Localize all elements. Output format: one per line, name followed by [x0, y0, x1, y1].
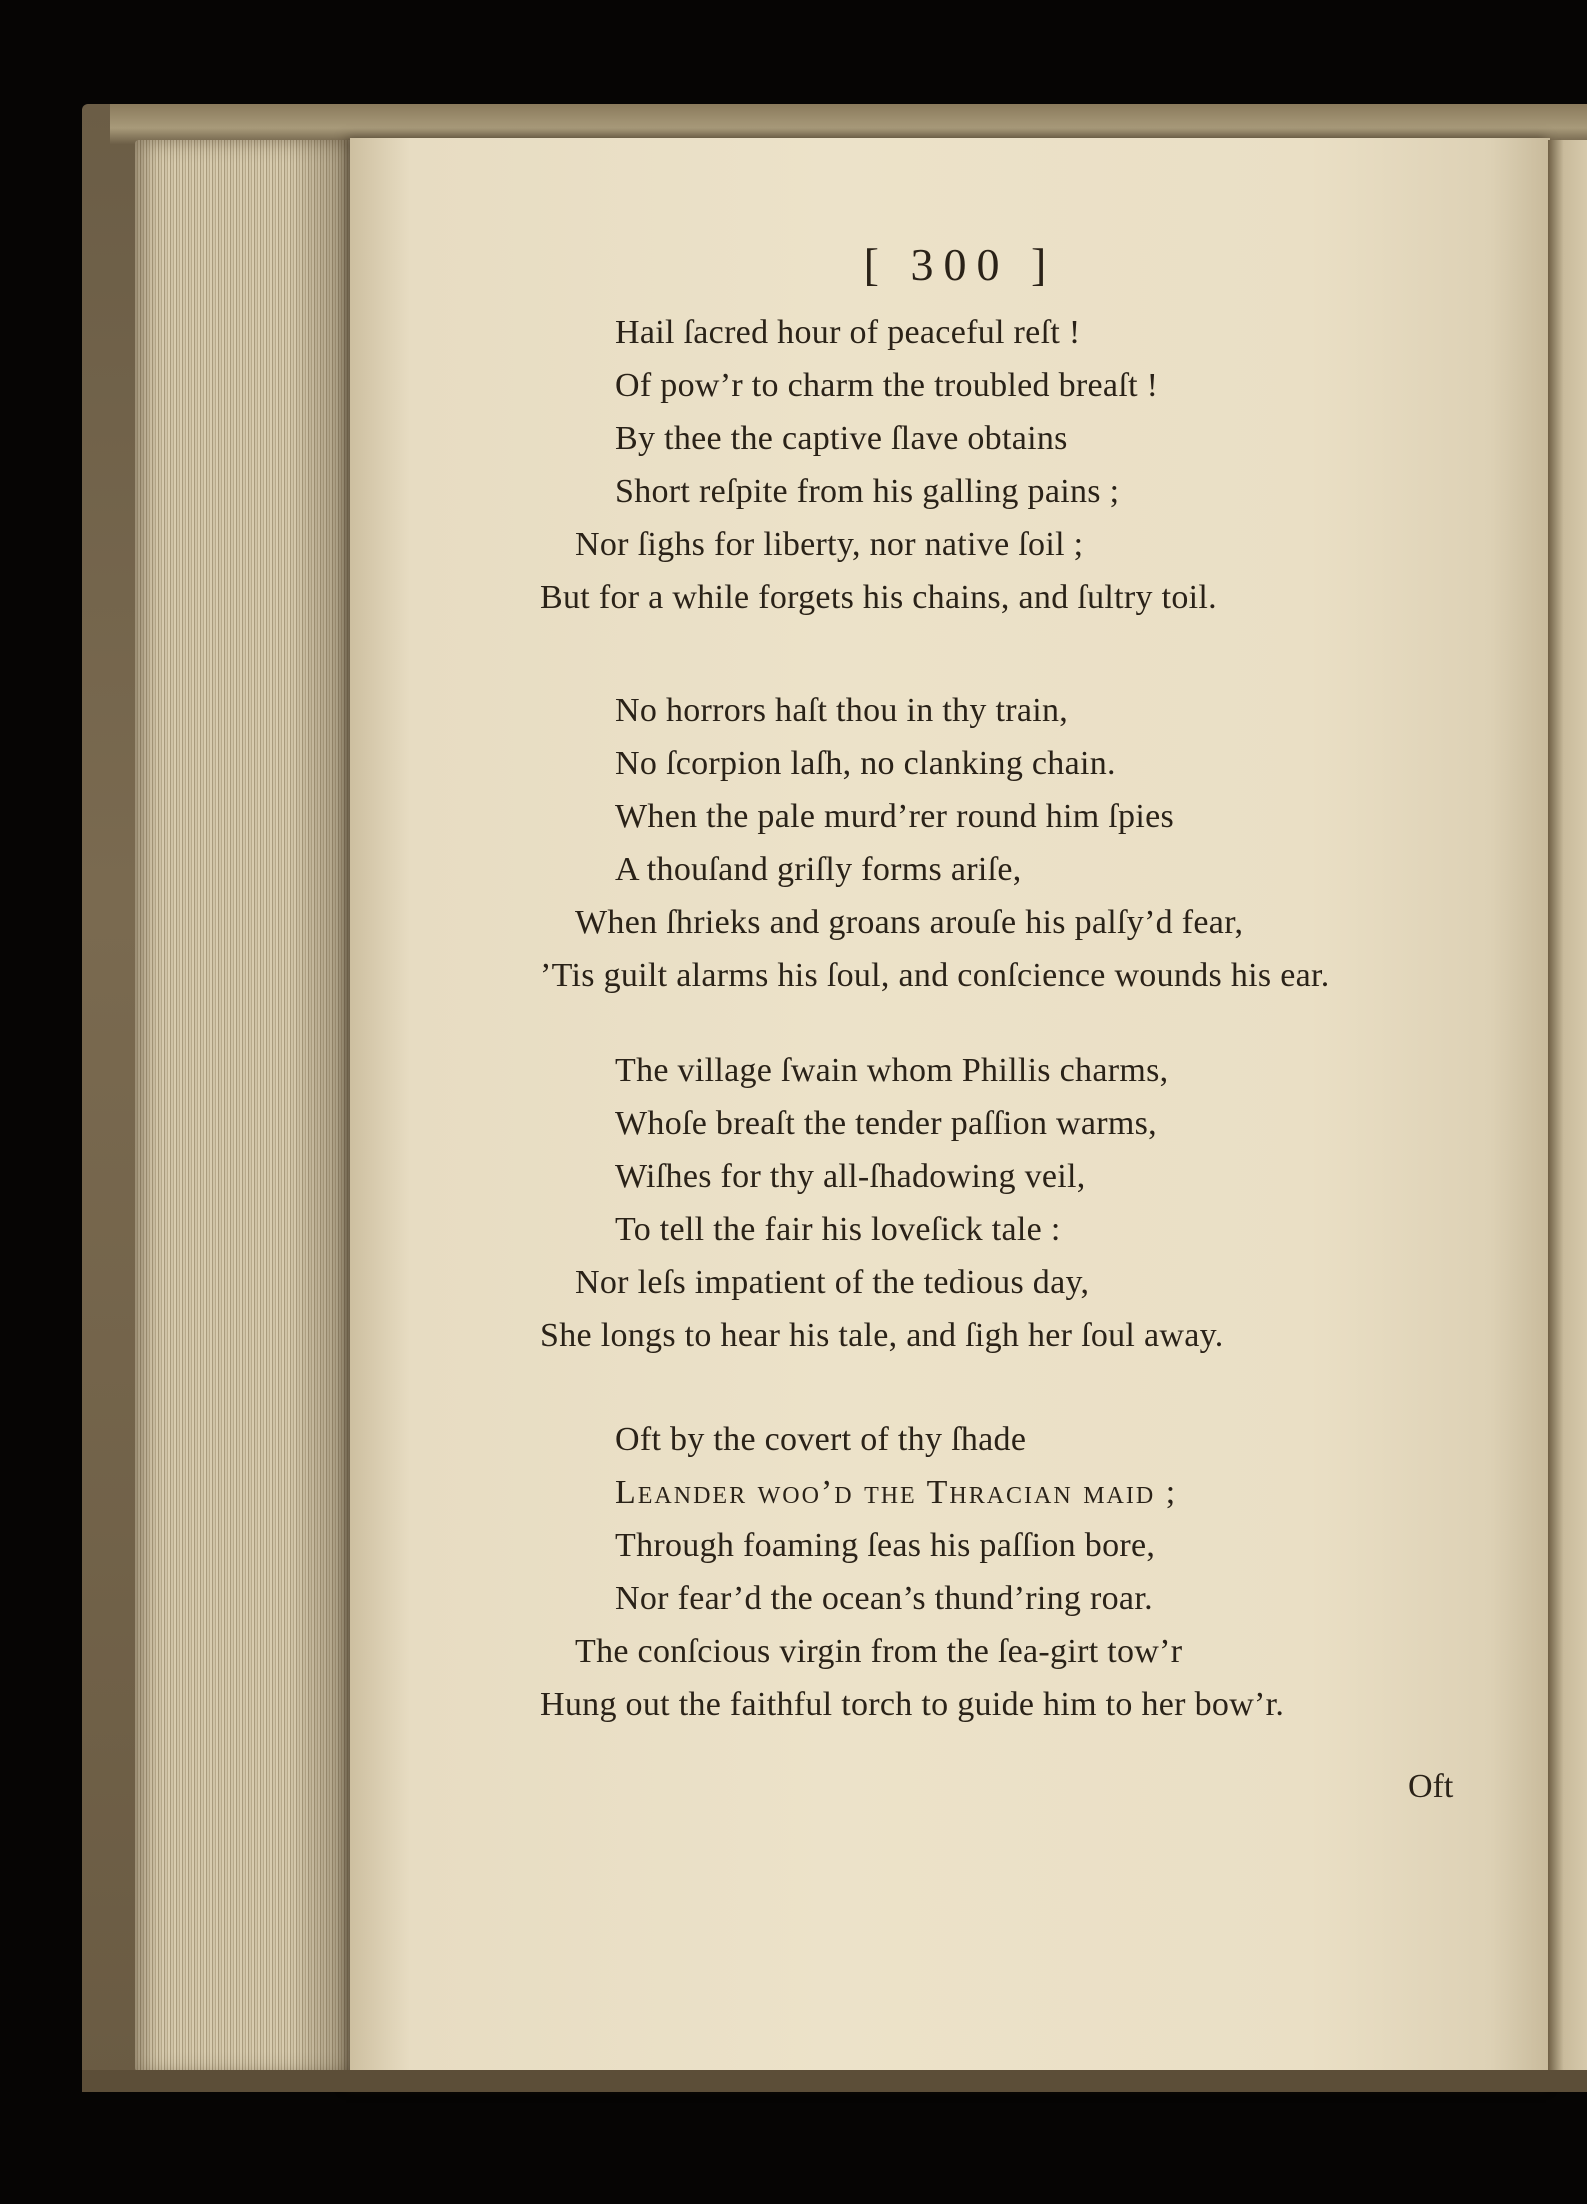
poem-line: Whoſe breaſt the tender paſſion warms, [615, 1105, 1157, 1142]
page-text [350, 138, 1550, 2088]
poem-line: A thouſand griſly forms ariſe, [615, 851, 1022, 888]
poem-line: Wiſhes for thy all-ſhadowing veil, [615, 1158, 1086, 1195]
poem-line: Hail ſacred hour of peaceful reſt ! [615, 314, 1081, 351]
poem-line: The conſcious virgin from the ſea-girt tow’r [575, 1633, 1183, 1670]
catchword: Oft [1408, 1768, 1454, 1805]
poem-line: Oft by the covert of thy ſhade [615, 1421, 1027, 1458]
facing-page-edge [1548, 140, 1587, 2075]
poem-line: By thee the captive ſlave obtains [615, 420, 1068, 457]
poem-line: The village ſwain whom Phillis charms, [615, 1052, 1169, 1089]
poem-line: To tell the fair his loveſick tale : [615, 1211, 1061, 1248]
poem-line: ’Tis guilt alarms his ſoul, and conſcience wounds his ear. [540, 957, 1330, 994]
poem-line: When ſhrieks and groans arouſe his palſy’d fear, [575, 904, 1244, 941]
poem-line: Nor fear’d the ocean’s thund’ring roar. [615, 1580, 1153, 1617]
poem-line: But for a while forgets his chains, and ſultry toil. [540, 579, 1217, 616]
poem-line: Nor leſs impatient of the tedious day, [575, 1264, 1090, 1301]
poem-line: Hung out the faithful torch to guide him to her bow’r. [540, 1686, 1285, 1723]
page-edge-shadow [290, 140, 350, 2075]
poem-line: Of pow’r to charm the troubled breaſt ! [615, 367, 1159, 404]
poem-line: When the pale murd’rer round him ſpies [615, 798, 1175, 835]
poem-line: Leander woo’d the Thracian maid ; [615, 1474, 1178, 1511]
page-number: [ 300 ] [863, 239, 1057, 290]
poem-line: No ſcorpion laſh, no clanking chain. [615, 745, 1116, 782]
poem-line: No horrors haſt thou in thy train, [615, 692, 1069, 729]
poem-line: Nor ſighs for liberty, nor native ſoil ; [575, 526, 1084, 563]
poem-line: Short reſpite from his galling pains ; [615, 473, 1120, 510]
poem-line: Through foaming ſeas his paſſion bore, [615, 1527, 1156, 1564]
poem-line: She longs to hear his tale, and ſigh her ſoul away. [540, 1317, 1224, 1354]
